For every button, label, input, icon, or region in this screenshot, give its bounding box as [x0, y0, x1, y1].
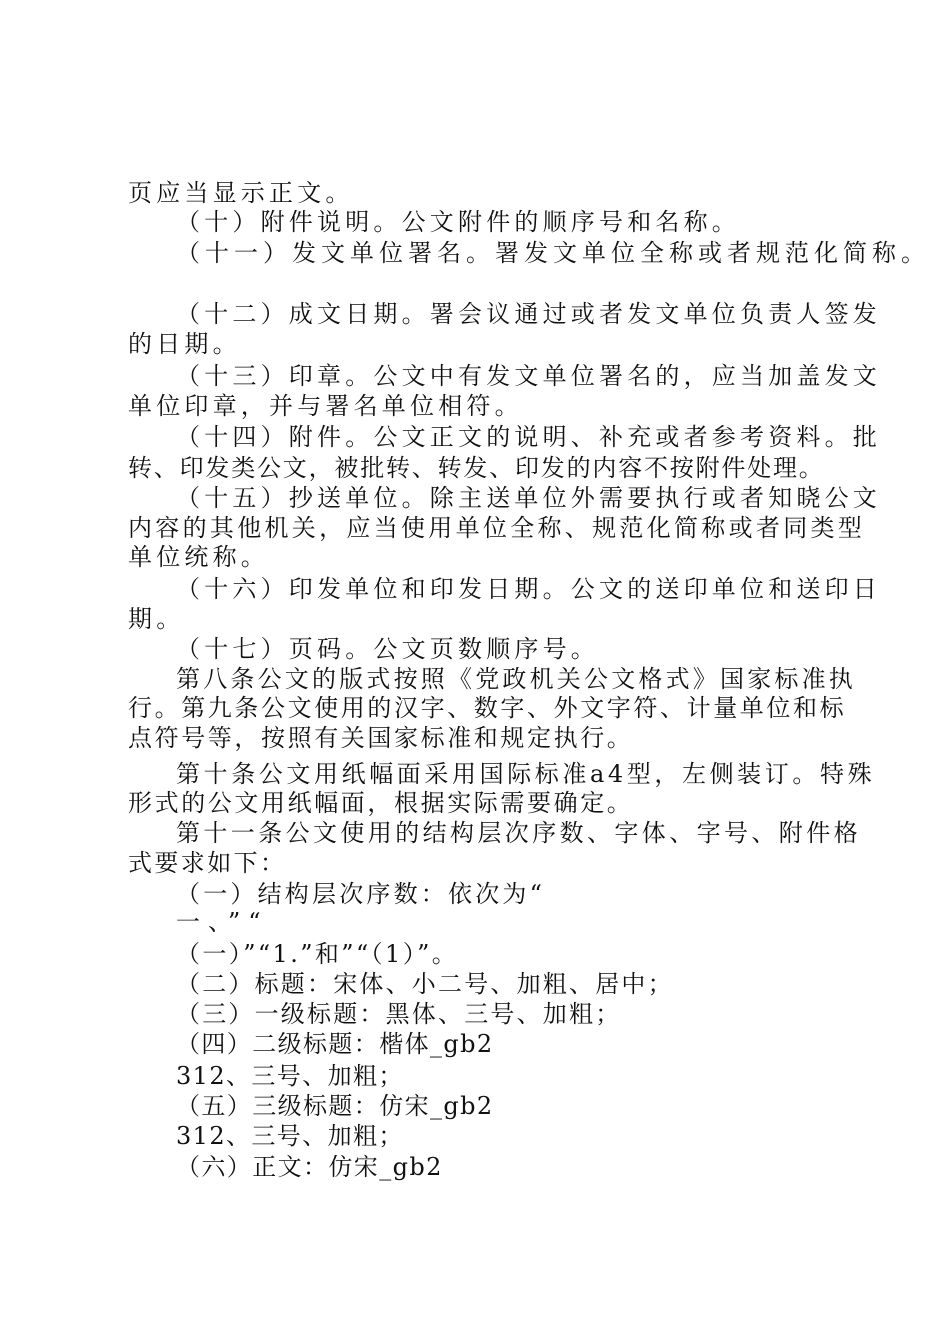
text-line-30: （五）三级标题：仿宋_gb2: [176, 1092, 494, 1120]
text-line-25: （一）”“1.”和”“（1）”。: [176, 940, 459, 968]
text-line-7: 单位印章，并与署名单位相符。: [128, 392, 523, 420]
text-line-14: 期。: [128, 605, 185, 633]
text-line-23: （一）结构层次序数：依次为“: [176, 880, 546, 908]
text-line-12: 单位统称。: [128, 543, 269, 571]
text-line-5: 的日期。: [128, 330, 241, 358]
text-line-32: （六）正文：仿宋_gb2: [176, 1153, 443, 1181]
text-line-1: 页应当显示正文。: [128, 179, 354, 207]
text-line-28: （四）二级标题：楷体_gb2: [176, 1030, 494, 1058]
text-line-15: （十七）页码。公文页数顺序号。: [176, 635, 599, 663]
text-line-19: 第十条公文用纸幅面采用国际标准a4型，左侧装订。特殊: [176, 760, 876, 788]
text-line-10: （十五）抄送单位。除主送单位外需要执行或者知晓公文: [176, 484, 881, 512]
text-line-27: （三）一级标题：黑体、三号、加粗；: [176, 1000, 622, 1028]
text-line-17: 行。第九条公文使用的汉字、数字、外文字符、计量单位和标: [128, 694, 847, 722]
text-line-26: （二）标题：宋体、小二号、加粗、居中；: [176, 970, 674, 998]
text-line-21: 第十一条公文使用的结构层次序数、字体、字号、附件格: [176, 819, 861, 847]
text-line-24: 一、”“: [176, 908, 269, 936]
text-line-13: （十六）印发单位和印发日期。公文的送印单位和送印日: [176, 575, 881, 603]
text-line-18: 点符号等，按照有关国家标准和规定执行。: [128, 724, 634, 752]
text-line-20: 形式的公文用纸幅面，根据实际需要确定。: [128, 789, 634, 817]
text-line-6: （十三）印章。公文中有发文单位署名的，应当加盖发文: [176, 362, 881, 390]
text-line-2: （十）附件说明。公文附件的顺序号和名称。: [176, 208, 740, 236]
text-line-11: 内容的其他机关，应当使用单位全称、规范化简称或者同类型: [128, 514, 866, 542]
text-line-29: 312、三号、加粗；: [176, 1062, 404, 1090]
text-line-22: 式要求如下：: [128, 849, 287, 877]
text-line-8: （十四）附件。公文正文的说明、补充或者参考资料。批: [176, 423, 881, 451]
text-line-9: 转、印发类公文，被批转、转发、印发的内容不按附件处理。: [128, 454, 825, 482]
text-line-16: 第八条公文的版式按照《党政机关公文格式》国家标准执: [176, 665, 856, 693]
text-line-31: 312、三号、加粗；: [176, 1122, 404, 1150]
text-line-4: （十二）成文日期。署会议通过或者发文单位负责人签发: [176, 300, 881, 328]
text-line-3: （十一）发文单位署名。署发文单位全称或者规范化简称。: [176, 239, 930, 267]
